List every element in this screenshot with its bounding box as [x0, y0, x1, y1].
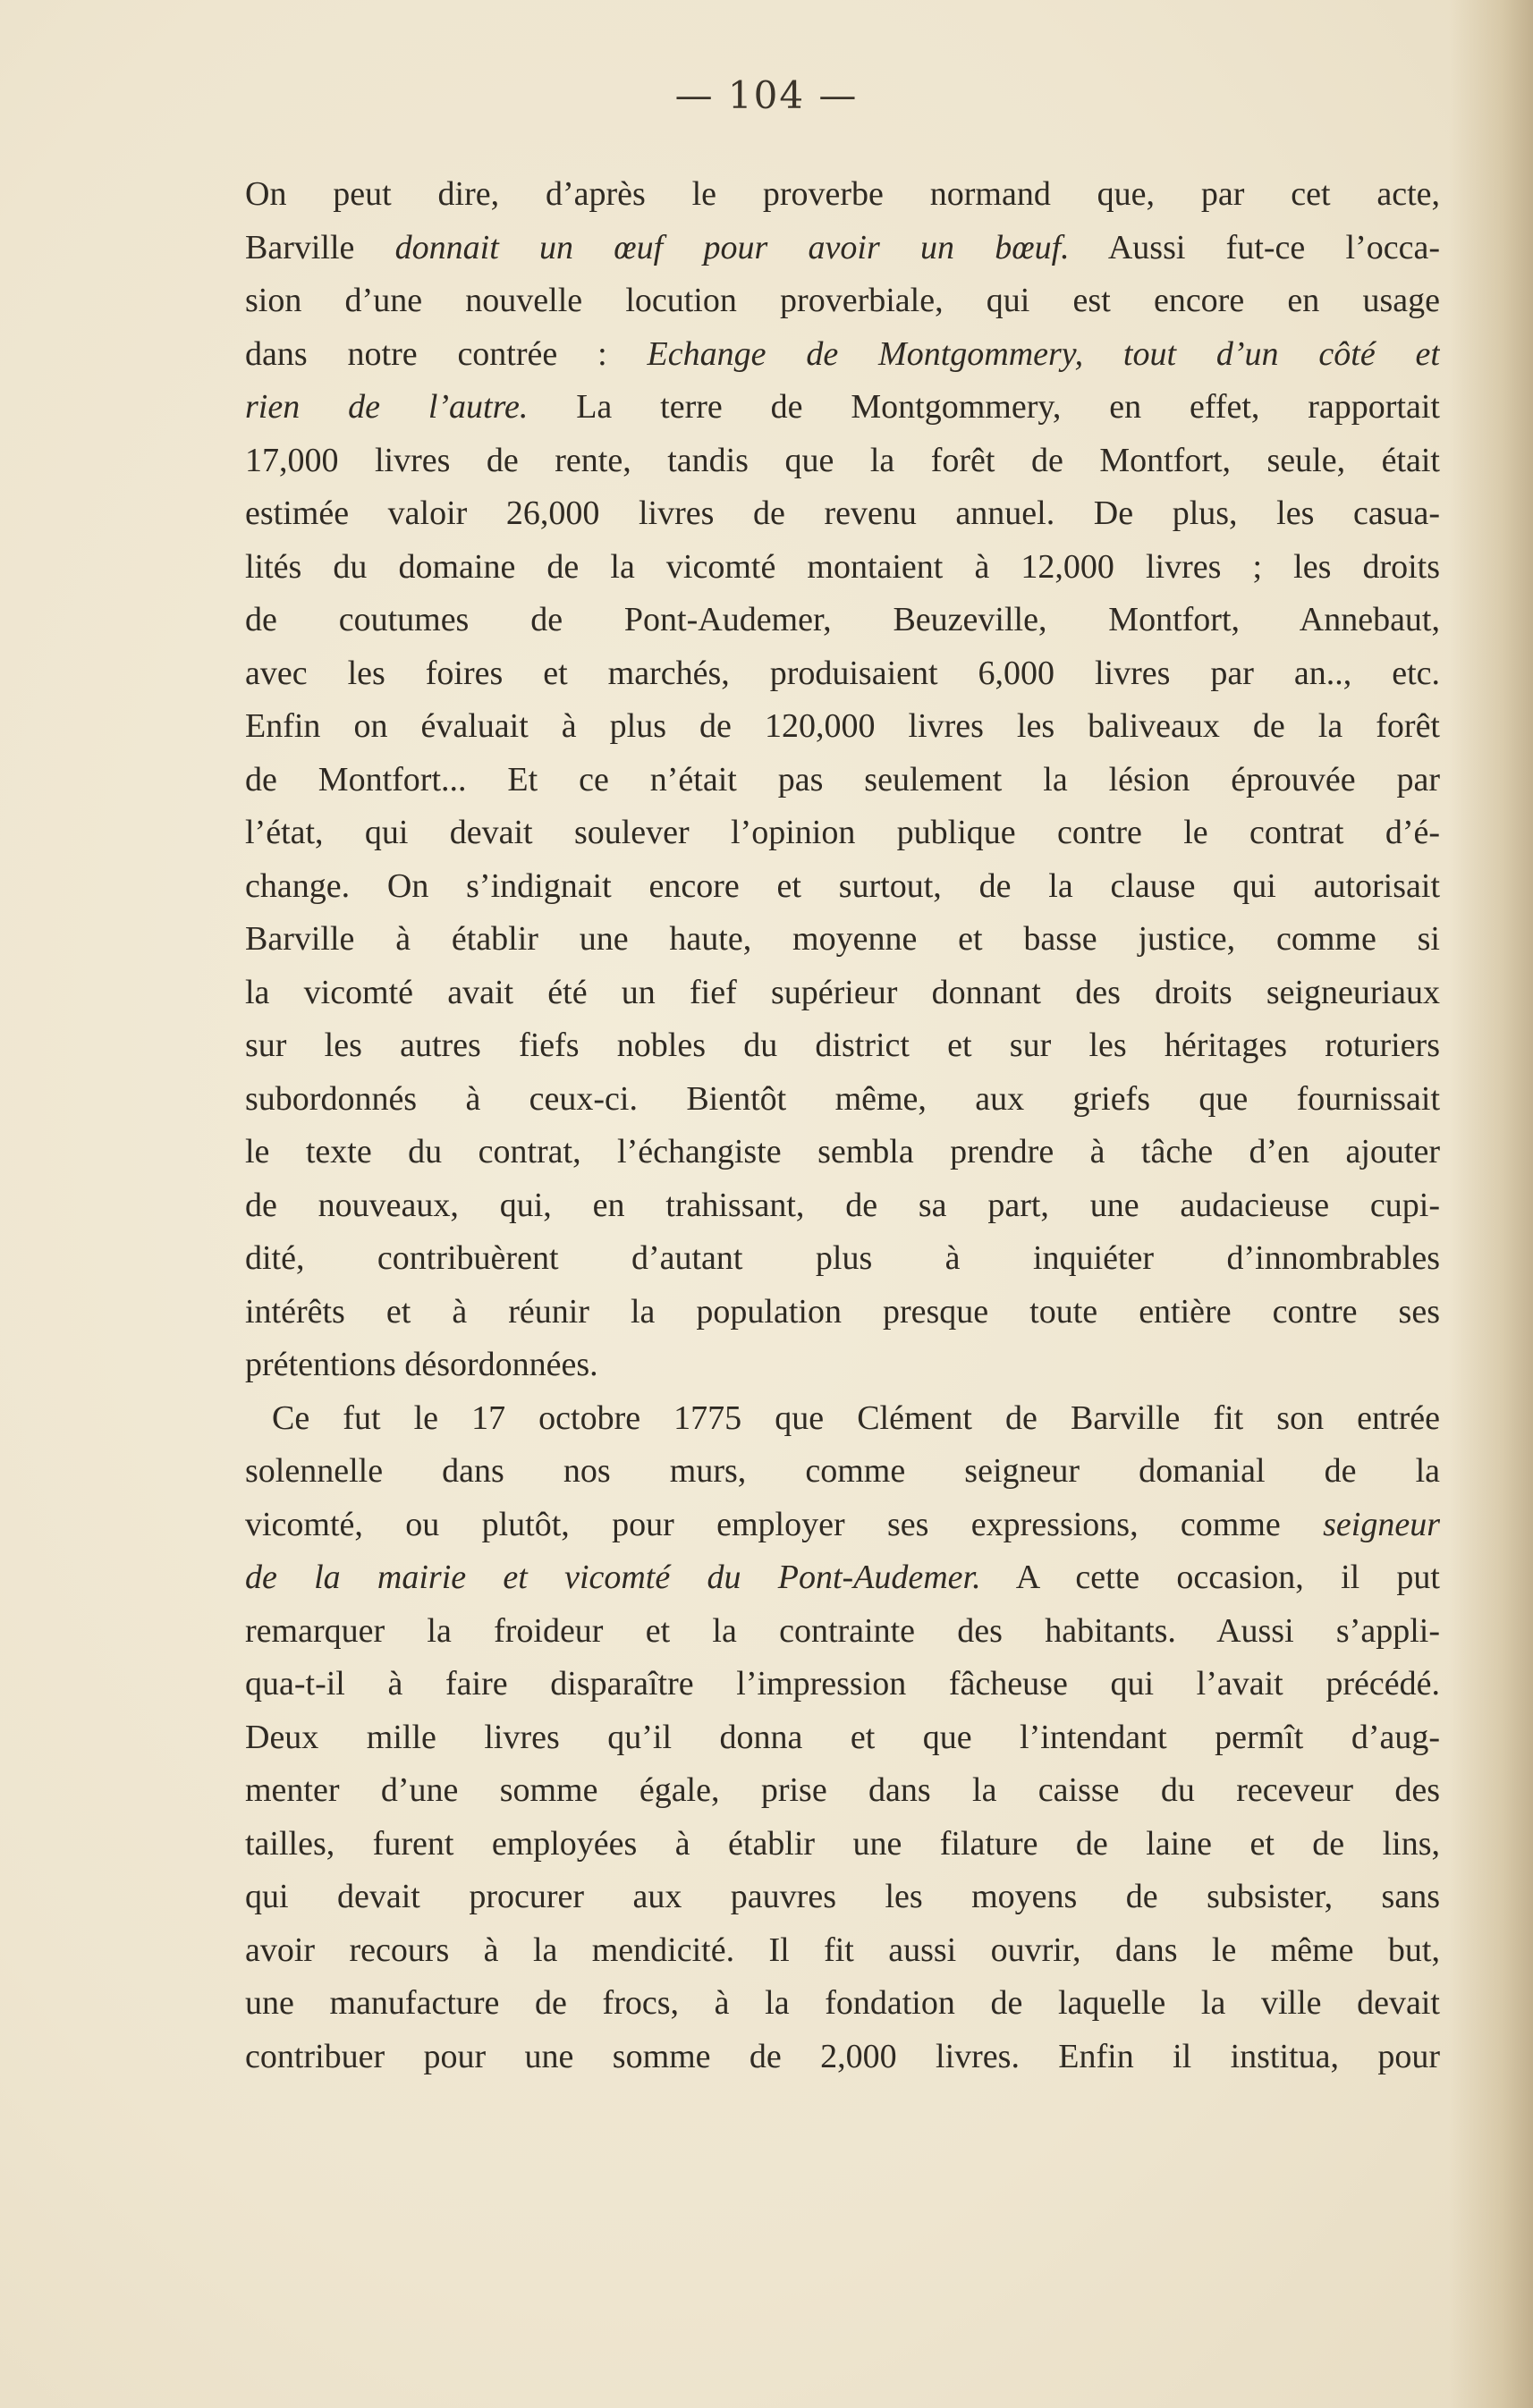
text-segment: le texte du contrat, l’échangiste sembla prendre à tâche d’en ajouter — [245, 1133, 1440, 1170]
text-line — [245, 807, 1440, 860]
text-segment: Barville — [245, 228, 395, 266]
text-segment: Deux mille livres qu’il donna et que l’intendant permît d’aug- — [245, 1718, 1440, 1756]
text-segment: avec les foires et marchés, produisaient 6,000 livres par an.., etc. — [245, 654, 1440, 692]
text-segment: solennelle dans nos murs, comme seigneur domanial de la — [245, 1452, 1440, 1490]
italic-text: de la mairie et vicomté du Pont-Audemer. — [245, 1559, 981, 1596]
text-segment: qua-t-il à faire disparaître l’impression fâcheuse qui l’avait précédé. — [245, 1665, 1440, 1702]
body-text — [245, 168, 1440, 2083]
text-segment: l’état, qui devait soulever l’opinion publique contre le contrat d’é- — [245, 814, 1440, 851]
text-line — [245, 1019, 1440, 1073]
text-segment: contribuer pour une somme de 2,000 livres. Enfin il institua, pour — [245, 2037, 1440, 2075]
italic-text: Echange de Montgommery, tout d’un côté et — [647, 334, 1440, 373]
text-line — [245, 700, 1440, 754]
text-segment: sur les autres fiefs nobles du district et sur les héritages roturiers — [245, 1027, 1440, 1064]
text-segment: avoir recours à la mendicité. Il fit aussi ouvrir, dans le même but, — [245, 1931, 1440, 1969]
text-segment: prétentions désordonnées. — [245, 1346, 598, 1383]
text-segment: tailles, furent employées à établir une filature de laine et de lins, — [245, 1824, 1440, 1863]
text-line — [245, 1339, 1440, 1392]
text-segment: sion d’une nouvelle locution proverbiale, qui est encore en usage — [245, 282, 1440, 319]
text-segment: Barville à établir une haute, moyenne et basse justice, comme si — [245, 920, 1440, 958]
text-line — [245, 1445, 1440, 1499]
italic-text: seigneur — [1323, 1505, 1440, 1543]
text-line — [245, 860, 1440, 914]
text-line — [245, 594, 1440, 647]
text-segment: 17,000 livres de rente, tandis que la forêt de Montfort, seule, était — [245, 441, 1440, 479]
text-segment: de coutumes de Pont-Audemer, Beuzeville, Montfort, Annebaut, — [245, 601, 1440, 638]
text-line — [245, 1551, 1440, 1605]
text-line — [245, 1818, 1440, 1871]
text-line — [245, 328, 1440, 382]
text-segment: qui devait procurer aux pauvres les moyens de subsister, sans — [245, 1878, 1440, 1915]
text-segment: Ce fut le 17 octobre 1775 que Clément de Barville fit son entrée — [272, 1398, 1440, 1437]
text-line — [245, 647, 1440, 701]
text-segment: lités du domaine de la vicomté montaient à 12,000 livres ; les droits — [245, 547, 1440, 586]
text-segment: A cette occasion, il put — [980, 1559, 1440, 1596]
text-segment: la vicomté avait été un fief supérieur donnant des droits seigneuriaux — [245, 973, 1440, 1011]
text-line — [245, 1711, 1440, 1765]
text-line — [245, 222, 1440, 275]
text-line — [245, 1871, 1440, 1924]
text-segment: La terre de Montgommery, en effet, rapportait — [528, 388, 1440, 426]
text-line — [245, 168, 1440, 222]
text-line — [245, 1126, 1440, 1179]
text-line — [245, 1179, 1440, 1233]
text-line — [245, 1499, 1440, 1552]
text-segment: une manufacture de frocs, à la fondation de laquelle la ville devait — [245, 1984, 1440, 2022]
text-line — [245, 435, 1440, 488]
text-line — [245, 1286, 1440, 1339]
text-line — [245, 1392, 1440, 1446]
text-segment: Aussi fut-ce l’occa- — [1069, 228, 1440, 266]
text-segment: Enfin on évaluait à plus de 120,000 livres les baliveaux de la forêt — [245, 707, 1440, 745]
text-line — [245, 1232, 1440, 1286]
text-segment: de nouveaux, qui, en trahissant, de sa part, une audacieuse cupi- — [245, 1186, 1440, 1224]
text-segment: dité, contribuèrent d’autant plus à inquiéter d’innombrables — [245, 1239, 1440, 1277]
italic-text: donnait un œuf pour avoir un bœuf. — [394, 228, 1070, 266]
italic-text: rien de l’autre. — [245, 388, 529, 426]
text-segment: de Montfort... Et ce n’était pas seulement la lésion éprouvée par — [245, 760, 1440, 798]
text-line — [245, 1073, 1440, 1127]
text-segment: remarquer la froideur et la contrainte des habitants. Aussi s’appli- — [245, 1611, 1440, 1650]
text-line — [245, 1977, 1440, 2031]
text-segment: change. On s’indignait encore et surtout, de la clause qui autorisait — [245, 866, 1440, 905]
text-line — [245, 967, 1440, 1020]
text-segment: dans notre contrée : — [245, 334, 648, 373]
text-segment: estimée valoir 26,000 livres de revenu annuel. De plus, les casua- — [245, 494, 1440, 532]
page-number: — 104 — — [674, 73, 859, 117]
text-line — [245, 754, 1440, 807]
text-segment: subordonnés à ceux-ci. Bientôt même, aux griefs que fournissait — [245, 1079, 1440, 1118]
text-line — [245, 1924, 1440, 1978]
text-line — [245, 1658, 1440, 1711]
text-line — [245, 1605, 1440, 1659]
text-line — [245, 275, 1440, 328]
text-line — [245, 487, 1440, 541]
text-segment: On peut dire, d’après le proverbe normand que, par cet acte, — [245, 175, 1440, 213]
text-line — [245, 541, 1440, 595]
text-line — [245, 381, 1440, 435]
text-segment: vicomté, ou plutôt, pour employer ses expressions, comme — [245, 1505, 1324, 1543]
text-line — [245, 913, 1440, 967]
text-segment: intérêts et à réunir la population presque toute entière contre ses — [245, 1292, 1440, 1331]
text-line — [245, 2031, 1440, 2084]
text-segment: menter d’une somme égale, prise dans la caisse du receveur des — [245, 1771, 1440, 1809]
text-line — [245, 1764, 1440, 1818]
